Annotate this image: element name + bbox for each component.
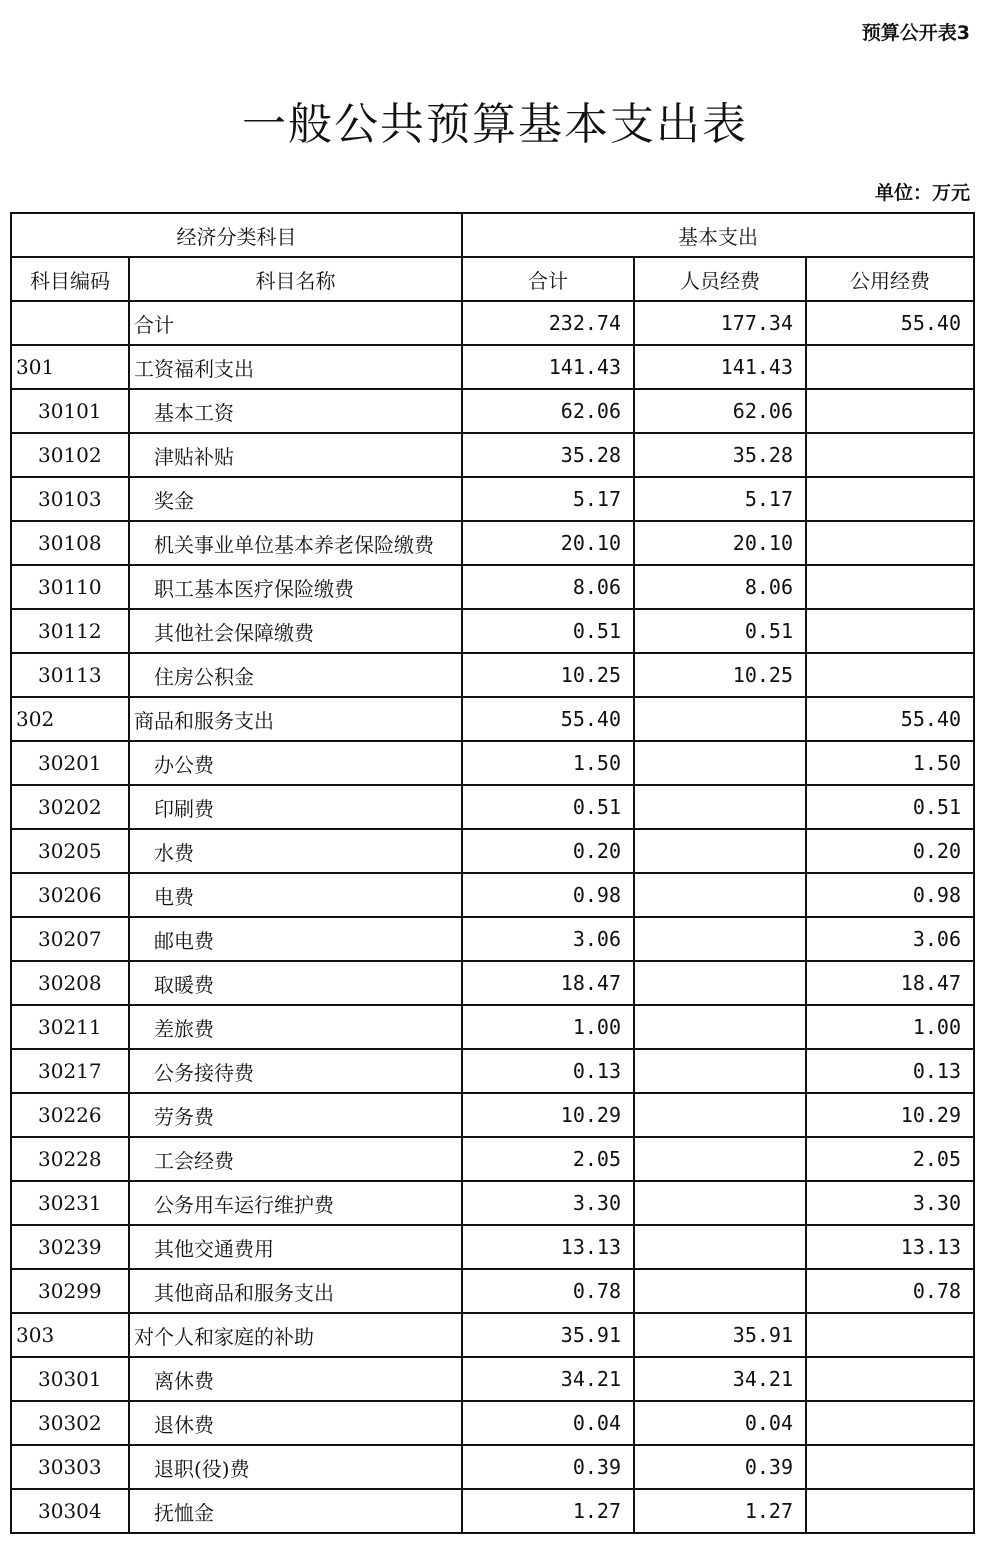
public-cell <box>806 565 974 609</box>
name-cell: 劳务费 <box>129 1093 462 1137</box>
code-cell: 30228 <box>11 1137 129 1181</box>
name-cell: 工会经费 <box>129 1137 462 1181</box>
name-cell: 退休费 <box>129 1401 462 1445</box>
table-row <box>11 1005 974 1049</box>
public-cell: 55.40 <box>806 301 974 345</box>
code-cell: 30113 <box>11 653 129 697</box>
total-cell: 18.47 <box>462 961 634 1005</box>
public-cell: 0.20 <box>806 829 974 873</box>
personnel-cell <box>634 785 806 829</box>
name-cell: 基本工资 <box>129 389 462 433</box>
personnel-cell: 5.17 <box>634 477 806 521</box>
page-title: 一般公共预算基本支出表 <box>242 99 748 150</box>
category-group-header: 经济分类科目 <box>11 213 462 257</box>
code-cell: 30304 <box>11 1489 129 1533</box>
code-cell: 30231 <box>11 1181 129 1225</box>
code-cell: 30102 <box>11 433 129 477</box>
public-cell <box>806 521 974 565</box>
personnel-cell: 35.28 <box>634 433 806 477</box>
personnel-cell <box>634 1225 806 1269</box>
code-cell: 30217 <box>11 1049 129 1093</box>
name-cell: 机关事业单位基本养老保险缴费 <box>129 521 462 565</box>
table-row <box>11 1225 974 1269</box>
total-cell: 35.28 <box>462 433 634 477</box>
public-cell: 3.06 <box>806 917 974 961</box>
name-cell: 住房公积金 <box>129 653 462 697</box>
name-cell: 退职(役)费 <box>129 1445 462 1489</box>
code-cell <box>11 301 129 345</box>
personnel-cell <box>634 741 806 785</box>
group-header-row <box>11 213 974 257</box>
budget-table <box>10 212 975 1534</box>
unit-label: 单位：万元 <box>874 182 970 204</box>
public-cell: 10.29 <box>806 1093 974 1137</box>
basic-group-header: 基本支出 <box>462 213 974 257</box>
public-cell: 0.13 <box>806 1049 974 1093</box>
table-row <box>11 433 974 477</box>
table-row <box>11 697 974 741</box>
public-cell: 1.50 <box>806 741 974 785</box>
public-cell: 3.30 <box>806 1181 974 1225</box>
name-cell: 对个人和家庭的补助 <box>129 1313 462 1357</box>
total-cell: 2.05 <box>462 1137 634 1181</box>
name-cell: 抚恤金 <box>129 1489 462 1533</box>
name-cell: 其他商品和服务支出 <box>129 1269 462 1313</box>
table-row <box>11 829 974 873</box>
name-cell: 职工基本医疗保险缴费 <box>129 565 462 609</box>
total-cell: 0.98 <box>462 873 634 917</box>
public-cell: 13.13 <box>806 1225 974 1269</box>
public-cell <box>806 653 974 697</box>
code-cell: 30103 <box>11 477 129 521</box>
table-row <box>11 1357 974 1401</box>
code-cell: 30208 <box>11 961 129 1005</box>
name-cell: 其他交通费用 <box>129 1225 462 1269</box>
personnel-cell: 0.04 <box>634 1401 806 1445</box>
total-cell: 62.06 <box>462 389 634 433</box>
table-row <box>11 1181 974 1225</box>
personnel-cell <box>634 873 806 917</box>
total-cell: 141.43 <box>462 345 634 389</box>
total-cell: 13.13 <box>462 1225 634 1269</box>
public-cell <box>806 1445 974 1489</box>
personnel-cell <box>634 1269 806 1313</box>
name-cell: 公务用车运行维护费 <box>129 1181 462 1225</box>
public-cell: 55.40 <box>806 697 974 741</box>
personnel-column-header: 人员经费 <box>634 257 806 301</box>
table-row <box>11 653 974 697</box>
table-row <box>11 609 974 653</box>
table-row <box>11 1401 974 1445</box>
table-row <box>11 521 974 565</box>
table-row <box>11 1049 974 1093</box>
code-cell: 30205 <box>11 829 129 873</box>
personnel-cell <box>634 1005 806 1049</box>
total-cell: 0.51 <box>462 785 634 829</box>
column-header-row <box>11 257 974 301</box>
name-cell: 电费 <box>129 873 462 917</box>
total-cell: 55.40 <box>462 697 634 741</box>
personnel-cell: 0.39 <box>634 1445 806 1489</box>
public-cell: 2.05 <box>806 1137 974 1181</box>
code-cell: 30108 <box>11 521 129 565</box>
public-cell <box>806 1357 974 1401</box>
total-cell: 232.74 <box>462 301 634 345</box>
public-cell: 18.47 <box>806 961 974 1005</box>
personnel-cell <box>634 829 806 873</box>
name-cell: 邮电费 <box>129 917 462 961</box>
personnel-cell: 34.21 <box>634 1357 806 1401</box>
public-cell <box>806 609 974 653</box>
personnel-cell: 177.34 <box>634 301 806 345</box>
name-cell: 取暖费 <box>129 961 462 1005</box>
code-cell: 30301 <box>11 1357 129 1401</box>
personnel-cell <box>634 961 806 1005</box>
table-row <box>11 565 974 609</box>
table-row <box>11 477 974 521</box>
total-cell: 0.39 <box>462 1445 634 1489</box>
personnel-cell <box>634 1049 806 1093</box>
public-cell <box>806 345 974 389</box>
code-cell: 30302 <box>11 1401 129 1445</box>
table-row <box>11 389 974 433</box>
name-cell: 其他社会保障缴费 <box>129 609 462 653</box>
total-cell: 1.00 <box>462 1005 634 1049</box>
public-cell: 1.00 <box>806 1005 974 1049</box>
total-cell: 34.21 <box>462 1357 634 1401</box>
name-cell: 水费 <box>129 829 462 873</box>
code-cell: 30206 <box>11 873 129 917</box>
name-cell: 办公费 <box>129 741 462 785</box>
personnel-cell: 35.91 <box>634 1313 806 1357</box>
code-column-header: 科目编码 <box>11 257 129 301</box>
personnel-cell: 20.10 <box>634 521 806 565</box>
public-column-header: 公用经费 <box>806 257 974 301</box>
total-cell: 5.17 <box>462 477 634 521</box>
total-cell: 10.25 <box>462 653 634 697</box>
public-cell: 0.51 <box>806 785 974 829</box>
personnel-cell <box>634 1093 806 1137</box>
table-row <box>11 1093 974 1137</box>
table-row <box>11 1489 974 1533</box>
total-cell: 1.50 <box>462 741 634 785</box>
name-cell: 离休费 <box>129 1357 462 1401</box>
total-cell: 0.04 <box>462 1401 634 1445</box>
code-cell: 30207 <box>11 917 129 961</box>
public-cell <box>806 1313 974 1357</box>
personnel-cell: 62.06 <box>634 389 806 433</box>
table-row <box>11 1269 974 1313</box>
personnel-cell <box>634 697 806 741</box>
personnel-cell: 8.06 <box>634 565 806 609</box>
table-row <box>11 301 974 345</box>
total-column-header: 合计 <box>462 257 634 301</box>
code-cell: 30239 <box>11 1225 129 1269</box>
table-row <box>11 785 974 829</box>
public-cell <box>806 1489 974 1533</box>
total-cell: 35.91 <box>462 1313 634 1357</box>
table-row <box>11 961 974 1005</box>
name-cell: 工资福利支出 <box>129 345 462 389</box>
table-row <box>11 741 974 785</box>
total-cell: 20.10 <box>462 521 634 565</box>
public-cell <box>806 389 974 433</box>
public-cell: 0.78 <box>806 1269 974 1313</box>
total-cell: 0.51 <box>462 609 634 653</box>
table-number: 预算公开表3 <box>861 22 970 44</box>
code-cell: 30299 <box>11 1269 129 1313</box>
table-row <box>11 917 974 961</box>
table-row <box>11 345 974 389</box>
code-cell: 30112 <box>11 609 129 653</box>
code-cell: 30303 <box>11 1445 129 1489</box>
name-cell: 差旅费 <box>129 1005 462 1049</box>
personnel-cell: 10.25 <box>634 653 806 697</box>
name-cell: 商品和服务支出 <box>129 697 462 741</box>
total-cell: 0.13 <box>462 1049 634 1093</box>
personnel-cell: 141.43 <box>634 345 806 389</box>
personnel-cell: 1.27 <box>634 1489 806 1533</box>
code-cell: 30101 <box>11 389 129 433</box>
code-cell: 303 <box>11 1313 129 1357</box>
code-cell: 302 <box>11 697 129 741</box>
table-row <box>11 873 974 917</box>
name-cell: 公务接待费 <box>129 1049 462 1093</box>
name-cell: 印刷费 <box>129 785 462 829</box>
code-cell: 30202 <box>11 785 129 829</box>
name-cell: 奖金 <box>129 477 462 521</box>
code-cell: 30201 <box>11 741 129 785</box>
code-cell: 30226 <box>11 1093 129 1137</box>
personnel-cell <box>634 917 806 961</box>
total-cell: 0.20 <box>462 829 634 873</box>
table-row <box>11 1445 974 1489</box>
code-cell: 30110 <box>11 565 129 609</box>
personnel-cell <box>634 1137 806 1181</box>
table-row <box>11 1313 974 1357</box>
code-cell: 301 <box>11 345 129 389</box>
personnel-cell: 0.51 <box>634 609 806 653</box>
total-cell: 10.29 <box>462 1093 634 1137</box>
code-cell: 30211 <box>11 1005 129 1049</box>
table-row <box>11 1137 974 1181</box>
name-column-header: 科目名称 <box>129 257 462 301</box>
total-cell: 3.30 <box>462 1181 634 1225</box>
public-cell <box>806 477 974 521</box>
public-cell: 0.98 <box>806 873 974 917</box>
total-cell: 3.06 <box>462 917 634 961</box>
name-cell: 合计 <box>129 301 462 345</box>
public-cell <box>806 1401 974 1445</box>
total-cell: 1.27 <box>462 1489 634 1533</box>
personnel-cell <box>634 1181 806 1225</box>
public-cell <box>806 433 974 477</box>
total-cell: 0.78 <box>462 1269 634 1313</box>
total-cell: 8.06 <box>462 565 634 609</box>
name-cell: 津贴补贴 <box>129 433 462 477</box>
